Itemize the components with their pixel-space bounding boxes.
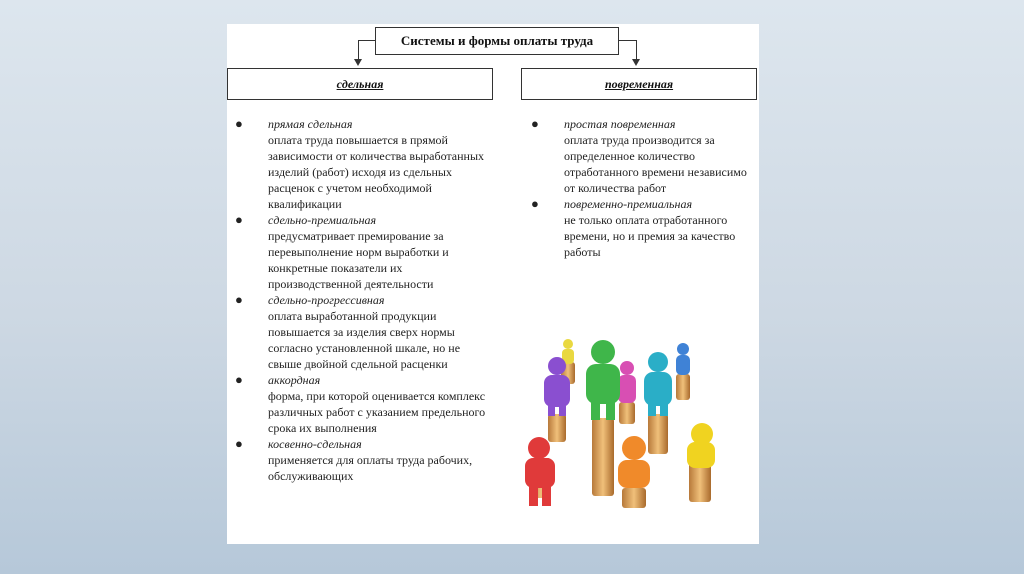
figure-orange [618, 436, 650, 508]
list-item-title: сдельно-премиальная [268, 213, 377, 227]
arrow-down-icon [632, 59, 640, 66]
list-item-title: простая повременная [564, 117, 676, 131]
connector-left-horizontal [358, 40, 375, 41]
list-item [227, 436, 489, 484]
list-item-text: не только оплата отработанного времени, но и премия за качество работы [564, 213, 736, 259]
list-item [227, 372, 489, 436]
people-on-coins-illustration [517, 338, 742, 508]
connector-left-vertical [358, 40, 359, 60]
list-item [227, 116, 489, 212]
header-time-based: повременная [521, 68, 757, 100]
bullet-icon: ● [531, 116, 539, 131]
list-item-title: прямая сдельная [268, 117, 353, 131]
list-item [523, 116, 749, 196]
list-item-title: косвенно-сдельная [268, 437, 362, 451]
list-item-text: применяется для оплаты труда рабочих, обслуживающих [268, 453, 473, 483]
bullet-icon: ● [531, 196, 539, 211]
connector-right-horizontal [619, 40, 636, 41]
slide [227, 24, 759, 544]
figure-blue-small [676, 343, 690, 400]
list-item-text: оплата труда производится за определенное количество отработанного времени независимо от количества работ [564, 133, 747, 195]
list-item-text: предусматривает премирование за перевыполнение норм выработки и конкретные показатели их производственной деятельности [268, 229, 449, 291]
figure-red [525, 437, 555, 506]
list-item [523, 196, 749, 260]
piecework-forms-list [227, 116, 489, 484]
bullet-icon: ● [235, 436, 243, 451]
list-item [227, 212, 489, 292]
bullet-icon: ● [235, 292, 243, 307]
header-piecework: сдельная [227, 68, 493, 100]
diagram-title: Системы и формы оплаты труда [375, 27, 619, 55]
list-item-text: оплата труда повышается в прямой зависимости от количества выработанных изделий (работ) исходя из сдельных расценок с учетом необходимой квалификации [268, 133, 485, 211]
list-item-title: аккордная [268, 373, 321, 387]
list-item-title: сдельно-прогрессивная [268, 293, 385, 307]
list-item-text: форма, при которой оценивается комплекс различных работ с указанием предельного срока их выполнения [268, 389, 486, 435]
figure-yellow [687, 423, 715, 502]
figure-teal [644, 352, 672, 454]
bullet-icon: ● [235, 372, 243, 387]
list-item-text: оплата выработанной продукции повышается за изделия сверх нормы согласно установленной шкале, но не свыше двойной сдельной расценки [268, 309, 461, 371]
bullet-icon: ● [235, 116, 243, 131]
list-item-title: повременно-премиальная [564, 197, 693, 211]
bullet-icon: ● [235, 212, 243, 227]
time-based-forms-list [523, 116, 749, 260]
figure-green [586, 340, 620, 496]
arrow-down-icon [354, 59, 362, 66]
list-item [227, 292, 489, 372]
figure-pink [618, 361, 636, 424]
connector-right-vertical [636, 40, 637, 60]
